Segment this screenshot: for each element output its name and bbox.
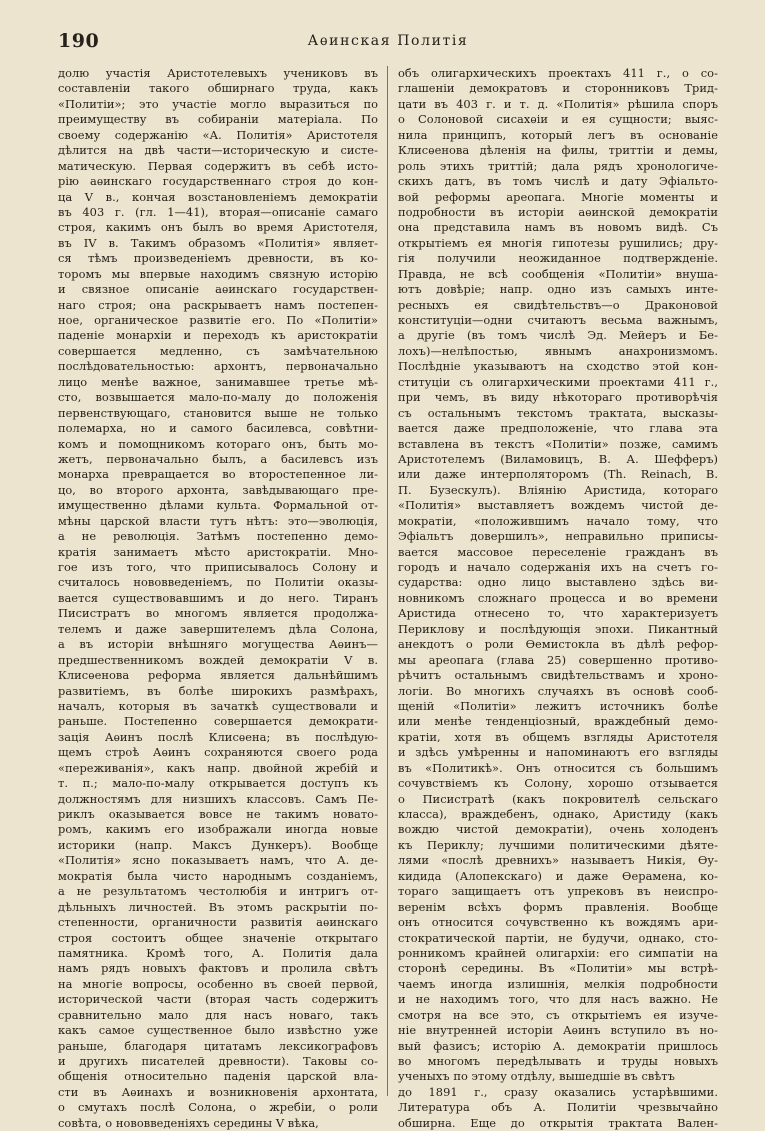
text-line: «Политія» выставляетъ вождемъ чистой де- (398, 498, 718, 513)
text-columns (58, 66, 718, 1130)
page-header (58, 30, 718, 54)
text-line: объ олигархическихъ проектахъ 411 г., о со- (398, 66, 718, 80)
text-line: во многомъ передѣлывать и труды новыхъ (398, 1054, 718, 1068)
text-line: исторической части (вторая часть содержитъ (58, 992, 378, 1007)
text-line: щемъ строѣ Аѳинъ сохраняются своего рода (58, 745, 378, 760)
text-line: ромъ, какимъ его изображали иногда новые (58, 822, 378, 837)
text-line: историки (напр. Максъ Дункеръ). Вообще (58, 837, 378, 852)
text-line: и другихъ писателей древности). Таковы со- (58, 1054, 378, 1068)
text-line: т. п.; мало-по-малу открывается доступъ къ (58, 776, 378, 791)
right-column (398, 66, 718, 1130)
text-line: подробности въ исторіи аѳинской демократіи (398, 204, 718, 219)
text-line: послѣдовательностью: архонтъ, первоначально (58, 359, 378, 374)
text-line: ніе внутренней исторіи Аѳинъ вступило въ но- (398, 1023, 718, 1038)
text-line: на многіе вопросы, особенно въ своей первой, (58, 976, 378, 991)
text-line: первенствующаго, становится выше не только (58, 405, 378, 420)
text-line: кидида (Алопекскаго) и даже Ѳерамена, ко- (398, 868, 718, 883)
text-line: раньше. Постепенно совершается демократи- (58, 714, 378, 729)
text-line: и связное описаніе аѳинскаго государствен- (58, 282, 378, 297)
text-line: вается даже предположеніе, что глава эта (398, 421, 718, 436)
text-line: а другіе (въ томъ числѣ Эд. Мейеръ и Бе- (398, 328, 718, 343)
running-title: Аѳинская Политія (307, 33, 469, 49)
text-line: мѣны царской власти тутъ нѣтъ: это—эволюція, (58, 513, 378, 528)
text-line: кратіи, хотя въ общемъ взгляды Аристотеля (398, 729, 718, 744)
text-line: монарха превращается во второстепенное ли- (58, 467, 378, 482)
text-line: развитіемъ, въ болѣе широкихъ размѣрахъ, (58, 683, 378, 698)
text-line: смотря на все это, съ открытіемъ ея изуче- (398, 1007, 718, 1022)
text-line: матическую. Первая содержитъ въ себѣ исто- (58, 158, 378, 173)
text-line: гое изъ того, что приписывалось Солону и (58, 560, 378, 574)
text-line: вается массовое переселеніе гражданъ въ (398, 544, 718, 559)
text-line: должностямъ для низшихъ классовъ. Самъ Пе- (58, 791, 378, 806)
text-line: лями «послѣ древнихъ» называетъ Никія, Ѳу- (398, 853, 718, 868)
text-line: она представила намъ въ новомъ видѣ. Съ (398, 220, 718, 235)
text-line: предшественникомъ вождей демократіи V в. (58, 652, 378, 667)
text-line: ституціи съ олигархическими проектами 411 г., (398, 374, 718, 389)
text-line: въ IV в. Такимъ образомъ «Политія» являет- (58, 235, 378, 250)
text-line: новникомъ сложнаго процесса и во времени (398, 590, 718, 605)
text-line: Эфіальтъ довершилъ», неправильно приписы- (398, 529, 718, 544)
text-line: о смутахъ послѣ Солона, о жребіи, о роли (58, 1100, 378, 1115)
text-line: совершается медленно, съ замѣчательною (58, 343, 378, 358)
text-line: конституціи—одни считаютъ весьма важнымъ, (398, 313, 718, 327)
text-line: рѣчитъ остальнымъ свидѣтельствамъ и хроно- (398, 668, 718, 683)
text-line: веренім всѣхъ формъ правленія. Вообще (398, 899, 718, 914)
text-line: Периклову и послѣдующія эпохи. Пикантный (398, 621, 718, 636)
text-line: Аристотелемъ (Виламовицъ, В. А. Шефферъ) (398, 451, 718, 466)
text-line: риклъ оказывается вовсе не такимъ новато- (58, 807, 378, 821)
text-line: вставлена въ текстъ «Политіи» позже, самимъ (398, 436, 718, 451)
text-line: преимуществу въ собираніи матеріала. По (58, 112, 378, 127)
text-line: ся тѣмъ произведеніемъ древности, въ ко- (58, 251, 378, 266)
text-line: намъ рядъ новыхъ фактовъ и пролила свѣтъ (58, 961, 378, 976)
text-line: онъ относится сочувственно къ вождямъ ари- (398, 915, 718, 930)
text-line: составленіи такого обширнаго труда, какъ (58, 81, 378, 96)
text-line: имущественно дѣлами культа. Формальной от- (58, 498, 378, 513)
text-line: строя, какимъ онъ былъ во время Аристотеля, (58, 220, 378, 235)
text-line: комъ и помощникомъ котораго онъ, быть мо- (58, 436, 378, 451)
text-line: а въ исторіи внѣшняго могущества Аѳинъ— (58, 637, 378, 652)
text-line: рію аѳинскаго государственнаго строя до кон- (58, 174, 378, 189)
text-line: мократіи, «положившимъ начало тому, что (398, 513, 718, 528)
text-line: вый фазисъ; исторію А. демократіи пришлось (398, 1038, 718, 1053)
text-line: о Солоновой сисахѳіи и ея сущности; выяс- (398, 112, 718, 127)
page-number: 190 (58, 30, 100, 52)
text-line: общенія относительно паденія царской вла- (58, 1069, 378, 1084)
text-line: и не находимъ того, что для насъ важно. Не (398, 992, 718, 1007)
text-line: сторонѣ середины. Въ «Политіи» мы встрѣ- (398, 961, 718, 976)
text-line: степенности, органичности развитія аѳинскаго (58, 915, 378, 930)
text-line: зація Аѳинъ послѣ Клисѳена; въ послѣдую- (58, 729, 378, 744)
text-line: памятника. Кромѣ того, А. Политія дала (58, 945, 378, 960)
text-line: сто, возвышается мало-по-малу до положенія (58, 390, 378, 405)
text-line: до 1891 г., сразу оказались устарѣвшими. (398, 1084, 718, 1099)
text-line: обширна. Еще до открытія трактата Вален- (398, 1115, 718, 1130)
text-line: щеній «Политіи» лежитъ источникъ болѣе (398, 698, 718, 713)
text-line: ное, органическое развитіе его. По «Политіи» (58, 313, 378, 327)
text-line: Правда, не всѣ сообщенія «Политіи» внуша- (398, 266, 718, 281)
text-line: раньше, благодаря цитатамъ лексикографовъ (58, 1038, 378, 1053)
text-line: мократія была чисто народнымъ созданіемъ, (58, 868, 378, 883)
text-line: кратія занимаетъ мѣсто аристократіи. Мно- (58, 544, 378, 559)
text-line: Литература объ А. Политіи чрезвычайно (398, 1100, 718, 1115)
text-line: полемарха, но и самого басилевса, совѣтни- (58, 421, 378, 436)
text-line: а не революція. Затѣмъ постепенно демо- (58, 529, 378, 544)
text-line: телемъ и даже завершителемъ дѣла Солона, (58, 621, 378, 636)
text-line: цо, во второго архонта, завѣдывающаго пре- (58, 482, 378, 497)
text-line: при чемъ, въ виду нѣкотораго противорѣчія (398, 390, 718, 405)
text-line: цати въ 403 г. и т. д. «Политія» рѣшила споръ (398, 96, 718, 111)
text-line: съ остальнымъ текстомъ трактата, высказы- (398, 405, 718, 420)
text-line: а не результатомъ честолюбія и интригъ от- (58, 884, 378, 899)
text-line: сравнительно мало для насъ новаго, такъ (58, 1007, 378, 1022)
text-line: жетъ, первоначально былъ, а басилевсъ изъ (58, 451, 378, 466)
text-line: роль этихъ триттій; дала рядъ хронологиче- (398, 158, 718, 173)
text-line: какъ самое существенное было извѣстно уже (58, 1023, 378, 1038)
text-line: «Политія» ясно показываетъ намъ, что А. де- (58, 853, 378, 868)
text-line: ученыхъ по этому отдѣлу, вышедшіе въ свѣтъ (398, 1069, 675, 1084)
text-line: дѣльныхъ личностей. Въ этомъ раскрытіи по- (58, 899, 378, 914)
text-line: чаемъ иногда излишнія, мелкія подробности (398, 976, 718, 991)
text-line: стократической партіи, не будучи, однако, сто- (398, 930, 718, 945)
text-line: долю участія Аристотелевыхъ учениковъ въ (58, 66, 378, 80)
text-line: или даже интерполяторомъ (Th. Reinach, В. (398, 467, 718, 482)
text-line: лицо менѣе важное, занимавшее третье мѣ- (58, 374, 378, 389)
text-line: городъ и начало содержанія ихъ на счетъ го- (398, 560, 718, 574)
text-line: нила принципъ, который легъ въ основаніе (398, 127, 718, 142)
text-line: открытіемъ ея многія гипотезы рушились; дру- (398, 235, 718, 250)
text-line: своему содержанію «А. Политія» Аристотеля (58, 127, 378, 142)
text-line: совѣта, о нововведеніяхъ середины V вѣка, (58, 1115, 319, 1130)
text-line: тораго защищаетъ отъ упрековъ въ неиспро- (398, 884, 718, 899)
text-line: ца V в., кончая возстановленіемъ демократіи (58, 189, 378, 204)
text-line: вается существовавшимъ и до него. Тиранъ (58, 590, 378, 605)
text-line: Клисѳенова дѣленія на филы, триттіи и демы, (398, 143, 718, 158)
text-line: наго строя; она раскрываетъ намъ постепен- (58, 297, 378, 312)
text-line: паденіе монархіи и переходъ къ аристократіи (58, 328, 378, 343)
text-line: гія получили неожиданное подтвержденіе. (398, 251, 718, 266)
text-line: въ 403 г. (гл. 1—41), вторая—описаніе самаго (58, 204, 378, 219)
text-line: торомъ мы впервые находимъ связную исторію (58, 266, 378, 281)
text-line: дѣлится на двѣ части—историческую и систе- (58, 143, 378, 158)
text-line: считалось нововведеніемъ, по Политіи оказы- (58, 575, 378, 590)
text-line: ютъ довѣріе; напр. одно изъ самыхъ инте- (398, 282, 718, 297)
text-line: класса), враждебенъ, однако, Аристиду (какъ (398, 807, 718, 821)
text-line: ронникомъ крайней олигархіи: его симпатіи на (398, 945, 718, 960)
text-line: глашеніи демократовъ и сторонниковъ Трид- (398, 81, 718, 96)
column-divider (387, 66, 388, 1096)
text-line: началъ, которыя въ зачаткѣ существовали и (58, 698, 378, 713)
text-line: мы ареопага (глава 25) совершенно противо- (398, 652, 718, 667)
text-line: лохъ)—нелѣпостью, явнымъ анахронизмомъ. (398, 343, 718, 358)
text-line: сочувствіемъ къ Солону, хорошо отзывается (398, 776, 718, 791)
text-line: о Писистратѣ (какъ покровителѣ сельскаго (398, 791, 718, 806)
text-line: Клисѳенова реформа является дальнѣйшимъ (58, 668, 378, 683)
text-line: ресныхъ ея свидѣтельствъ—о Драконовой (398, 297, 718, 312)
text-line: вой реформы ареопага. Многіе моменты и (398, 189, 718, 204)
left-column (58, 66, 378, 1130)
text-line: анекдотъ о роли Ѳемистокла въ дѣлѣ рефор- (398, 637, 718, 652)
text-line: «переживанія», какъ напр. двойной жребій и (58, 760, 378, 775)
text-line: «Политіи»; это участіе могло выразиться по (58, 96, 378, 111)
text-line: Аристида отнесено то, что характеризуетъ (398, 606, 718, 621)
text-line: или менѣе тенденціозный, враждебный демо- (398, 714, 718, 729)
text-line: и здѣсь умѣренны и напоминаютъ его взгляды (398, 745, 718, 760)
text-line: въ «Политикѣ». Онъ относится съ большимъ (398, 760, 718, 775)
text-line: Писистратъ во многомъ является продолжа- (58, 606, 378, 621)
text-line: скихъ датъ, въ томъ числѣ и дату Эфіальто- (398, 174, 718, 189)
text-line: сти въ Аѳинахъ и возникновенія архонтата, (58, 1084, 378, 1099)
text-line: вождю чистой демократіи), очень холоденъ (398, 822, 718, 837)
text-line: къ Периклу; лучшими политическими дѣяте- (398, 837, 718, 852)
text-line: Послѣдніе указываютъ на сходство этой кон- (398, 359, 718, 374)
text-line: строя состоитъ общее значеніе открытаго (58, 930, 378, 945)
text-line: логіи. Во многихъ случаяхъ въ основѣ сооб- (398, 683, 718, 698)
text-line: сударства: одно лицо выставлено здѣсь ви- (398, 575, 718, 590)
text-line: П. Бузескулъ). Вліянію Аристида, котораго (398, 482, 718, 497)
